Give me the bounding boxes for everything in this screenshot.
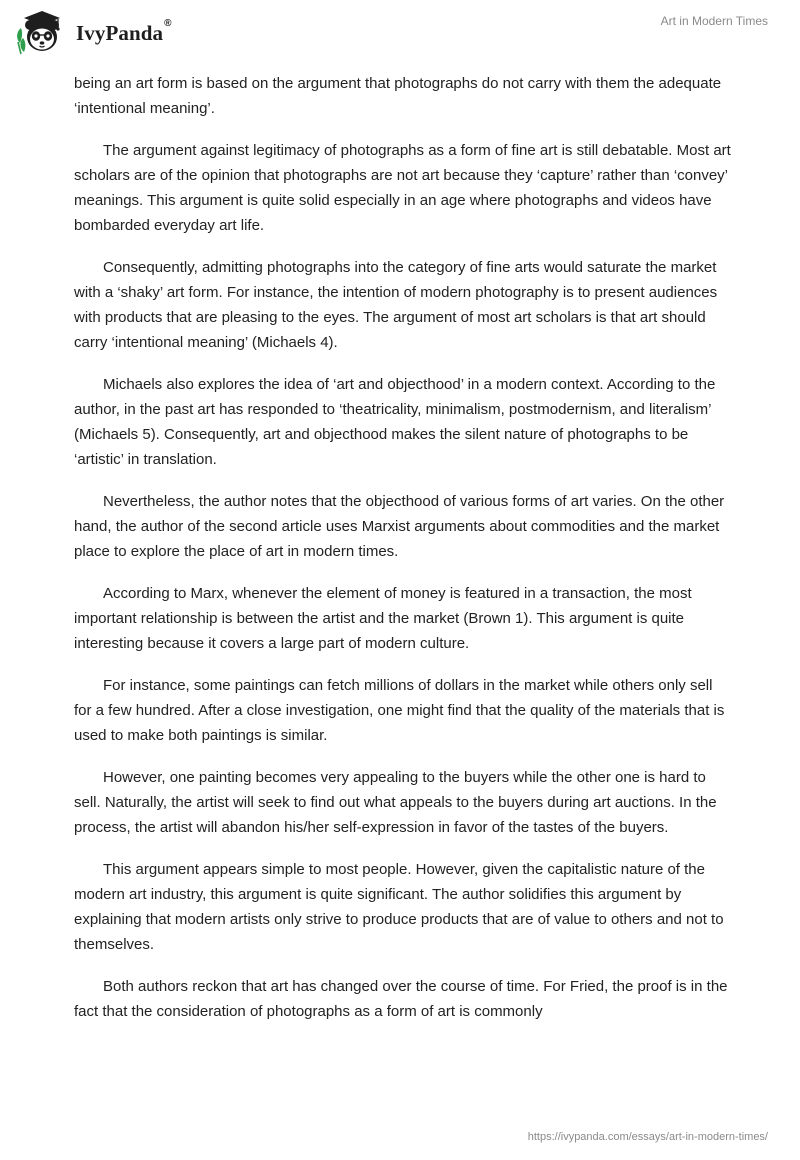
essay-body [74,71,734,1041]
page-header [0,0,800,60]
paragraph-9: This argument appears simple to most people. However, given the capitalistic nature of the modern art industry, this argument is quite significant. The author solidifies this argument by explaining that modern artists only strive to produce products that are of value to others and not to themselves. [74,861,724,953]
paragraph-3: Consequently, admitting photographs into the category of fine arts would saturate the market with a ‘shaky’ art form. For instance, the intention of modern photography is to present audiences with products that are pleasing to the eyes. The argument of most art scholars is that art should carry ‘intentional meaning’ (Michaels 4). [74,259,718,351]
paragraph-5: Nevertheless, the author notes that the objecthood of various forms of art varies. On the other hand, the author of the second article uses Marxist arguments about commodities and the market place to explore the place of art in modern times. [74,493,725,560]
paragraph-7: For instance, some paintings can fetch millions of dollars in the market while others only sell for a few hundred. After a close investigation, one might find that the quality of the materials that is used to make both paintings is similar. [74,677,725,744]
brand-name: IvyPanda® [76,17,172,45]
paragraph-1: being an art form is based on the argument that photographs do not carry with them the adequate ‘intentional meaning’. [74,75,722,117]
source-url[interactable]: https://ivypanda.com/essays/art-in-modern-times/ [527,1131,768,1143]
paragraph-2: The argument against legitimacy of photographs as a form of fine art is still debatable. Most art scholars are of the opinion that photographs are not art because they ‘capture’ rather than ‘convey’ meanings. This argument is quite solid especially in an age where photographs and videos have bombarded everyday art life. [74,142,731,234]
paragraph-6: According to Marx, whenever the element of money is featured in a transaction, the most important relationship is between the artist and the market (Brown 1). This argument is quite interesting because it covers a large part of modern culture. [74,585,692,652]
paragraph-8: However, one painting becomes very appealing to the buyers while the other one is hard to sell. Naturally, the artist will seek to find out what appeals to the buyers during art auctions. In the process, the artist will abandon his/her self-expression in favor of the tastes of the buyers. [74,769,717,836]
document-title: Art in Modern Times [660,14,768,28]
paragraph-10: Both authors reckon that art has changed over the course of time. For Fried, the proof is in the fact that the consideration of photographs as a form of art is commonly [74,978,728,1020]
ivypanda-logo[interactable] [14,8,172,56]
panda-graduate-icon [14,8,70,56]
registered-mark: ® [164,17,172,29]
paragraph-4: Michaels also explores the idea of ‘art and objecthood’ in a modern context. According to the author, in the past art has responded to ‘theatricality, minimalism, postmodernism, and literalism’ (Michaels 5). Consequently, art and objecthood makes the silent nature of photographs to be ‘artistic’ in translation. [74,376,716,468]
